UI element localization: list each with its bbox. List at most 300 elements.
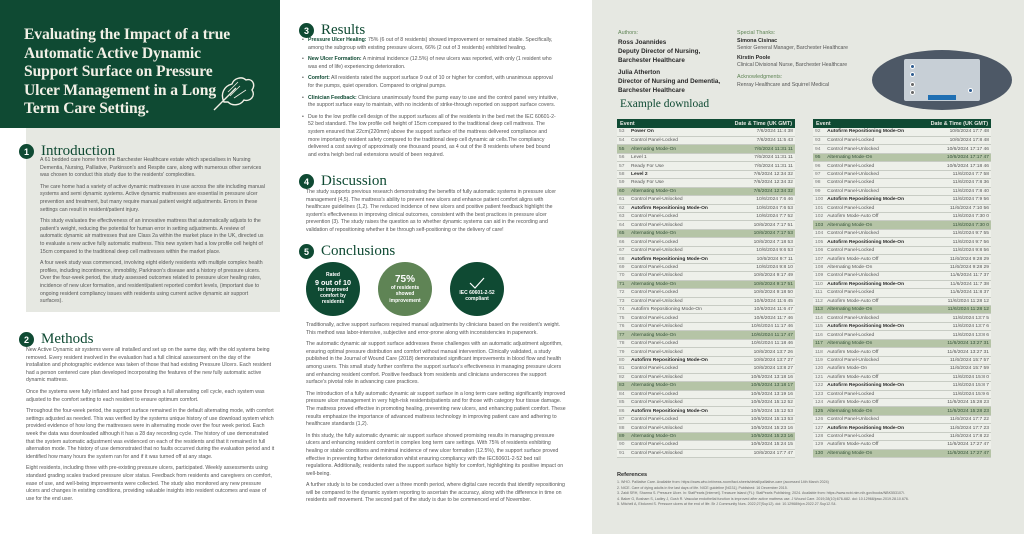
table-row — [617, 238, 795, 246]
table-row — [813, 356, 991, 364]
row-number: 95 — [813, 153, 825, 161]
row-number: 97 — [813, 170, 825, 178]
event-cell: Autofirm Mode-Auto Off — [825, 213, 918, 221]
table-row — [813, 280, 991, 288]
row-number: 90 — [617, 441, 629, 449]
event-cell: Control Panel-Locked — [629, 136, 722, 144]
event-cell: Ready For Use — [629, 162, 722, 170]
table-row — [617, 348, 795, 356]
poster-title: Evaluating the Impact of a true Automatic Active Dynamic Support Surface on Pressure Ulcer Management in a Long Term Care Setting. — [24, 26, 231, 117]
table-row — [617, 272, 795, 280]
table-row — [813, 373, 991, 381]
result-item — [302, 75, 560, 90]
row-number: 91 — [617, 449, 629, 457]
result-text: Clinicians unanimously found the pump easy to use and the control panel very intuitive, the support surface easy to maintain, with no incidents of strike-through reported on support surface covers. — [308, 94, 559, 109]
paragraph: New Active Dynamic air systems were all installed and set up on the same day, with the old systems being removed. Every resident involved in the evaluation had a full clinical assessment on the day of the installation and photographic evidence was taken of those that had existing Pressure Ulcers. Each resident had a person centered care plan developed incorporating the features of the new fully automatic active dynamic mattress. — [26, 347, 272, 384]
table-row — [813, 263, 991, 271]
event-cell: Autofirm Repositioning Mode-On — [629, 306, 722, 314]
table-row — [617, 415, 795, 423]
author-org: Barchester Healthcare — [618, 87, 685, 94]
event-cell: Level 1 — [629, 153, 722, 161]
row-number: 93 — [813, 136, 825, 144]
event-cell: Alternating Mode-On — [825, 449, 918, 457]
paragraph: A four week study was commenced, involving eight elderly residents with multiple complex health profiles, including incontinence, immobility, Parkinson's disease and a history of pressure ulcers. Over the four-week period, the study assessed outcomes related to pressure ulcer healing rates, incidence of new ulcer formation, and resident/patient reported comfort levels, (important due to ongoing resident compliancy issues with residents using current active dynamic air support surfaces). — [40, 260, 263, 305]
table-row — [813, 221, 991, 229]
table-row — [813, 407, 991, 415]
table-row — [813, 289, 991, 297]
result-text: Due to the low profile cell design of the support surfaces all of the residents in the bed met the IEC 60601-2-52 bed standard. The low profile cell height of 15cm compared to the traditional deep cell mattress. The system ensured that 22cm(220mm) above the support surface of the mattress delivered compliance and more importantly resident safety compared to the traditional deep cell dynamic air cells.The compliancy delivered a cost saving of approximatly one thousand pound, as 4 out of the 8 residents where bed bound and extra heigh bed rail extensions would of been required. — [308, 113, 556, 158]
row-number: 112 — [813, 297, 825, 305]
event-cell: Control Panel-Unlocked — [629, 373, 722, 381]
row-number: 53 — [617, 128, 629, 136]
table-row — [617, 399, 795, 407]
section-title: Introduction — [41, 143, 116, 159]
row-number: 130 — [815, 450, 824, 456]
row-number: 80 — [617, 356, 629, 364]
table-row — [617, 322, 795, 330]
paragraph: Throughout the four-week period, the support surface remained in the default alternating mode, with comfort settings adjusted as needed. This was verified by the systems unique history of use download system which provided evidence of how long the mattresses were in alternating mode over the four week period. Each week the data was downloaded although it has a 28 day recording cycle. The history of use demonstrated that the system automatic adjustment was evidenced on each of the residents and that it remained in full alternation mode. The history of use demonstrated that no faults occurred during the evaluation period and it identified how many hours the system ran for and if it was turned off at any stage. — [26, 408, 275, 460]
thanks-name: Simona Cisinac — [737, 38, 778, 44]
event-cell: Alternating Mode-On — [825, 221, 918, 229]
row-number: 124 — [815, 400, 824, 406]
row-number: 115 — [813, 322, 825, 330]
datetime-cell: 11/6/2024 11:7 38 — [918, 280, 991, 288]
table-row — [617, 221, 795, 229]
event-cell: Control Panel-Unlocked — [629, 322, 722, 330]
table-row — [813, 297, 991, 305]
event-cell: Control Panel-Unlocked — [629, 399, 722, 407]
event-cell: Control Panel-Unlocked — [825, 229, 918, 237]
badge-text: Rated — [326, 272, 340, 279]
device-button-icon — [910, 72, 915, 77]
device-button-icon — [910, 64, 915, 69]
event-cell: Alternating Mode-On — [629, 187, 722, 195]
datetime-cell: 11/6/2024 9:7 56 — [918, 238, 991, 246]
reference-item: 4. Baker G, Bosham S, Ladley J, Gush R. Vascular endothelial function is improved after active mattress use. J Wound Care. 2019;28(10):676-682. doi: 10.12968/jowc.2019.28.10.676. — [617, 496, 909, 501]
result-item — [302, 37, 560, 52]
row-number: 59 — [617, 179, 629, 187]
datetime-cell: 11/6/2024 7:8 36 — [918, 179, 991, 187]
row-number: 98 — [813, 179, 825, 187]
table-row — [813, 449, 991, 457]
discussion-heading — [299, 173, 387, 190]
row-number: 88 — [617, 424, 629, 432]
event-cell: Control Panel-Unlocked — [825, 356, 918, 364]
paragraph: Eight residents, including three with pre-existing pressure ulcers, participated. Weekly assessments using standard grading scales tracked pressure ulcer status. Feedback from residents and caregivers on comfort, ease of use, and well-being improvements were collected. The study also monitored any new pressure ulcers and changes in existing conditions, providing valuable insights into resident outcomes and ease of use for the end user. — [26, 465, 272, 502]
event-cell: Control Panel-Unlocked — [825, 272, 918, 280]
event-cell: Autofirm Mode-Auto Off — [825, 373, 918, 381]
datetime-cell: 11/6/2024 17:7 22 — [918, 415, 991, 423]
event-log-table-left — [617, 119, 795, 458]
device-button-icon — [910, 82, 915, 87]
datetime-cell: 7/6/2024 12:34 32 — [722, 187, 795, 195]
methods-heading — [19, 331, 94, 348]
author-name: Ross Joannides — [618, 39, 667, 46]
improvement-badge — [378, 262, 432, 316]
datetime-cell: 10/6/2024 13:18 17 — [722, 382, 795, 390]
row-number: 62 — [617, 204, 629, 212]
row-number: 105 — [815, 239, 824, 245]
authors-label: Authors: — [618, 30, 639, 36]
thanks-label: Special Thanks: — [737, 30, 776, 36]
datetime-cell: 10/6/2024 7:17 51 — [722, 221, 795, 229]
event-cell: Alternating Mode-On — [629, 145, 722, 153]
event-cell: Autofirm Repositioning Mode-On — [629, 204, 722, 212]
datetime-cell: 11/6/2024 9:28 29 — [918, 255, 991, 263]
references-section — [617, 472, 1017, 508]
table-row — [617, 407, 795, 415]
datetime-cell: 11/6/2024 13:7 6 — [918, 322, 991, 330]
datetime-cell: 10/6/2024 15:12 53 — [722, 407, 795, 415]
row-number: 122 — [815, 383, 824, 389]
references-heading: References — [617, 472, 648, 478]
datetime-cell: 11/6/2024 13:7 5 — [918, 314, 991, 322]
row-number: 57 — [617, 162, 629, 170]
datetime-cell: 7/6/2024 11:5 43 — [722, 136, 795, 144]
paragraph: Once the systems were fully inflated and had gone through a full alternating cell cycle, each system was adjusted to the comfort setting to each resident to ensure optimum comfort. — [26, 388, 265, 403]
table-row — [813, 415, 991, 423]
event-cell: Power On — [629, 128, 722, 136]
table-row — [813, 365, 991, 373]
row-number: 66 — [617, 238, 629, 246]
datetime-cell: 10/6/2024 13:8 27 — [722, 365, 795, 373]
event-cell: Alternating Mode-On — [825, 407, 918, 415]
row-number: 117 — [813, 339, 825, 347]
thanks-block — [737, 38, 877, 88]
section-title: Results — [321, 22, 366, 38]
datetime-cell: 11/6/2024 17:27 47 — [918, 441, 991, 449]
table-row — [813, 390, 991, 398]
datetime-cell: 11/6/2024 15:28 23 — [918, 407, 991, 415]
column-left — [0, 0, 280, 534]
table-row — [813, 306, 991, 314]
event-cell: Control Panel-Locked — [825, 162, 918, 170]
event-cell: Autofirm Repositioning Mode-On — [825, 280, 918, 288]
table-row — [813, 441, 991, 449]
table-row — [813, 196, 991, 204]
event-cell: Control Panel-Unlocked — [629, 221, 722, 229]
event-cell: Alternating Mode-On — [629, 331, 722, 339]
row-number: 113 — [813, 306, 825, 314]
row-number: 109 — [815, 273, 824, 279]
datetime-cell: 7/6/2024 11:4 38 — [722, 128, 795, 136]
datetime-cell: 11/6/2024 7:9 56 — [918, 196, 991, 204]
badge-text: compliant — [465, 296, 489, 302]
table-row — [813, 246, 991, 254]
table-row — [617, 432, 795, 440]
row-number: 67 — [617, 246, 629, 254]
row-number: 65 — [617, 229, 629, 237]
discussion-body — [306, 189, 564, 239]
table-row — [813, 179, 991, 187]
row-number: 106 — [815, 248, 824, 254]
event-cell: Control Panel-Locked — [825, 136, 918, 144]
row-number: 107 — [815, 256, 824, 262]
table-row — [813, 204, 991, 212]
section-number-badge: 3 — [299, 23, 314, 38]
row-number: 85 — [617, 399, 629, 407]
table-row — [813, 424, 991, 432]
column-header-datetime: Date & Time (UK GMT) — [722, 119, 795, 128]
author-name: Julia Atherton — [618, 69, 661, 76]
row-number: 63 — [617, 213, 629, 221]
result-label: New Ulcer Formation: — [308, 56, 362, 63]
reference-item: 3. Zaidi SRH, Sharma S. Pressure Ulcer. In: StatPearls [Internet]. Treasure Island (FL): StatPearls Publishing; 2024. Available from: https://www.ncbi.nlm.nih.gov/books/NBK553107/. — [617, 491, 905, 496]
event-cell: Control Panel-Unlocked — [629, 272, 722, 280]
datetime-cell: 10/6/2024 11:17 47 — [722, 331, 795, 339]
datetime-cell: 10/6/2024 15:12 52 — [722, 399, 795, 407]
row-number: 74 — [617, 306, 629, 314]
event-cell: Autofirm Mode-Auto Off — [825, 441, 918, 449]
table-row — [813, 339, 991, 347]
compliance-badge — [450, 262, 504, 316]
datetime-cell: 11/6/2024 9:7 55 — [918, 229, 991, 237]
datetime-cell: 10/6/2024 17:7 48 — [918, 128, 991, 136]
result-item — [302, 114, 560, 160]
table-row — [617, 204, 795, 212]
datetime-cell: 10/6/2024 13:19 16 — [722, 390, 795, 398]
datetime-cell: 11/6/2024 11:7 37 — [918, 272, 991, 280]
row-number: 102 — [815, 214, 824, 220]
row-number: 101 — [815, 205, 824, 211]
event-cell: Autofirm Repositioning Mode-On — [825, 424, 918, 432]
datetime-cell: 10/6/2024 7:7 52 — [722, 213, 795, 221]
row-number: 104 — [815, 231, 824, 237]
result-label: Pressure Ulcer Healing: — [308, 37, 367, 43]
table-row — [813, 162, 991, 170]
datetime-cell: 10/6/2024 9:8 10 — [722, 263, 795, 271]
datetime-cell: 10/6/2024 9:6 53 — [722, 246, 795, 254]
event-cell: Control Panel-Locked — [629, 314, 722, 322]
section-number-badge: 1 — [19, 144, 34, 159]
row-number: 125 — [815, 408, 824, 414]
result-text: 75% (6 out of 8 residents) showed improvement or remained stable. Specifically, among the subgroup with existing pressure ulcers, 66% (2 out of 3 residents) exhibited healing. — [308, 37, 553, 51]
reference-item: 5. Mitchell A, Ebdunmi S. Pressure ulcers at the end of life. Br J Community Nurs. 2022;27(Sup12). doi: 10.12968/bjcn.2022.27.Sup12.S4. — [617, 502, 837, 507]
datetime-cell: 10/6/2024 17:7 47 — [722, 449, 795, 457]
row-number: 120 — [815, 366, 824, 372]
table-row — [617, 314, 795, 322]
table-row — [813, 145, 991, 153]
row-number: 76 — [617, 322, 629, 330]
result-text: A minimal incidence (12.5%) of new ulcers was reported, with only (1 resident who was end of life) experiencing deterioration. — [308, 56, 552, 70]
row-number: 72 — [617, 289, 629, 297]
badge-value: 9 out of 10 — [315, 277, 351, 287]
section-number-badge: 5 — [299, 244, 314, 259]
table-row — [813, 255, 991, 263]
badge-text: IEC 60601-2-52 — [459, 289, 495, 296]
event-cell: Control Panel-Locked — [629, 289, 722, 297]
acknowledgments-label: Acknowledgments: — [737, 74, 783, 80]
section-number-badge: 2 — [19, 332, 34, 347]
table-row — [617, 449, 795, 457]
row-number: 55 — [617, 145, 629, 153]
badge-text: of residents showed improvement — [389, 284, 421, 304]
event-cell: Autofirm Repositioning Mode-On — [629, 407, 722, 415]
control-panel-device-image — [872, 50, 1012, 110]
row-number: 127 — [815, 425, 824, 431]
author-org: Barchester Healthcare — [618, 57, 685, 64]
table-row — [617, 229, 795, 237]
datetime-cell: 11/6/2024 11:28 12 — [918, 297, 991, 305]
result-item — [302, 56, 560, 71]
paragraph: A 61 bedded care home from the Barchester Healthcare estate which specialises in Nursing Dementia, Nursing, Palliative, Parkinson's and Respite care, along with numerous other services was chosen to conduct this study due to the residents' complexities. — [40, 157, 262, 179]
row-number: 58 — [617, 170, 629, 178]
column-header-datetime: Date & Time (UK GMT) — [918, 119, 991, 128]
event-cell: Control Panel-Unlocked — [825, 145, 918, 153]
event-cell: Control Panel-Locked — [629, 365, 722, 373]
datetime-cell: 7/6/2024 12:34 32 — [722, 179, 795, 187]
datetime-cell: 11/6/2024 11:8 37 — [918, 289, 991, 297]
event-cell: Control Panel-Locked — [629, 390, 722, 398]
table-row — [617, 153, 795, 161]
row-number: 118 — [813, 348, 825, 356]
result-item — [302, 95, 560, 110]
event-cell: Control Panel-Locked — [825, 246, 918, 254]
row-number: 119 — [813, 356, 825, 364]
comfort-rating-badge — [306, 262, 360, 316]
conclusions-body — [306, 322, 566, 509]
table-row — [813, 238, 991, 246]
event-cell: Control Panel-Unlocked — [825, 187, 918, 195]
datetime-cell: 10/6/2024 7:6 46 — [722, 196, 795, 204]
row-number: 64 — [617, 221, 629, 229]
event-cell: Alternating Mode-On — [825, 306, 918, 314]
row-number: 73 — [617, 297, 629, 305]
event-cell: Control Panel-Unlocked — [629, 196, 722, 204]
datetime-cell: 10/6/2024 15:23 16 — [722, 424, 795, 432]
table-row — [617, 424, 795, 432]
event-cell: Control Panel-Locked — [629, 339, 722, 347]
row-number: 108 — [815, 264, 824, 270]
datetime-cell: 10/6/2024 7:18 53 — [722, 238, 795, 246]
table-row — [813, 432, 991, 440]
table-row — [813, 272, 991, 280]
table-row — [617, 365, 795, 373]
table-row — [617, 128, 795, 136]
row-number: 77 — [617, 331, 629, 339]
table-row — [617, 246, 795, 254]
row-number: 70 — [617, 272, 629, 280]
badge-text: for improved comfort by residents — [317, 286, 349, 306]
row-number: 54 — [617, 136, 629, 144]
row-number: 103 — [815, 222, 824, 228]
datetime-cell: 11/6/2024 15:8 0 — [918, 373, 991, 381]
event-cell: Control Panel-Locked — [629, 441, 722, 449]
event-cell: Alternating Mode-On — [629, 382, 722, 390]
row-number: 121 — [815, 374, 824, 380]
event-cell: Control Panel-Locked — [825, 390, 918, 398]
row-number: 129 — [815, 442, 824, 448]
table-row — [617, 213, 795, 221]
row-number: 92 — [813, 128, 825, 136]
acknowledgments-text: Renray Healthcare and Squirrel Medical — [737, 82, 829, 88]
row-number: 61 — [617, 196, 629, 204]
datetime-cell: 10/6/2024 11:18 46 — [722, 339, 795, 347]
table-row — [617, 170, 795, 178]
author-role: Deputy Director of Nursing, — [618, 48, 701, 55]
paragraph: A further study is to be conducted over a three month period, where digital care records that identify repositioning will be compared to the dynamic system reporting to ascertain the accuracy, along with the difference in time on residents self movement. The second part of the study is due to be commenced end of November. — [306, 482, 565, 504]
table-row — [617, 187, 795, 195]
table-row — [813, 128, 991, 136]
table-row — [617, 373, 795, 381]
datetime-cell: 7/6/2024 11:31 11 — [722, 162, 795, 170]
row-number: 82 — [617, 373, 629, 381]
conclusions-heading — [299, 243, 395, 260]
table-row — [617, 306, 795, 314]
table-row — [813, 229, 991, 237]
row-number: 94 — [813, 145, 825, 153]
event-cell: Autofirm Mode-Auto Off — [825, 297, 918, 305]
datetime-cell: 11/6/2024 17:8 22 — [918, 432, 991, 440]
datetime-cell: 11/6/2024 7:30 0 — [918, 221, 991, 229]
table-row — [617, 196, 795, 204]
table-row — [617, 263, 795, 271]
section-title: Methods — [41, 331, 94, 347]
references-list — [617, 480, 1017, 508]
row-number: 79 — [617, 348, 629, 356]
device-button-icon — [968, 88, 973, 93]
event-cell: Control Panel-Unlocked — [825, 314, 918, 322]
table-row — [617, 145, 795, 153]
row-number: 128 — [815, 434, 824, 440]
datetime-cell: 11/6/2024 7:7 58 — [918, 170, 991, 178]
row-number: 123 — [815, 391, 824, 397]
event-cell: Control Panel-Unlocked — [629, 297, 722, 305]
event-cell: Control Panel-Unlocked — [629, 424, 722, 432]
datetime-cell: 10/6/2024 9:17 51 — [722, 280, 795, 288]
event-cell: Level 2 — [629, 170, 722, 178]
table-row — [617, 339, 795, 347]
datetime-cell: 11/6/2024 9:8 56 — [918, 246, 991, 254]
row-number: 114 — [813, 314, 825, 322]
event-cell: Control Panel-Locked — [629, 213, 722, 221]
event-cell: Control Panel-Unlocked — [629, 246, 722, 254]
datetime-cell: 10/6/2024 15:23 16 — [722, 432, 795, 440]
table-row — [617, 136, 795, 144]
thanks-role: Senior General Manager, Barchester Healthcare — [737, 45, 849, 51]
methods-body — [26, 347, 276, 507]
event-cell: Alternating Mode-On — [629, 229, 722, 237]
datetime-cell: 10/6/2024 7:6 53 — [722, 204, 795, 212]
reference-item: 2. NICE. Care of dying adults in the last days of life. NICE guideline [NG31]. Published: 16 December 2015. — [617, 485, 788, 490]
event-cell: Control Panel-Locked — [825, 204, 918, 212]
datetime-cell: 10/6/2024 13:7 26 — [722, 348, 795, 356]
row-number: 68 — [617, 255, 629, 263]
table-header-row — [813, 119, 991, 128]
badge-value: 75% — [394, 273, 415, 285]
datetime-cell: 10/6/2024 15:24 15 — [722, 441, 795, 449]
device-status-bar — [928, 95, 956, 100]
datetime-cell: 10/6/2024 13:18 16 — [722, 373, 795, 381]
row-number: 78 — [617, 339, 629, 347]
row-number: 126 — [815, 417, 824, 423]
event-cell: Alternating Mode-On — [825, 339, 918, 347]
event-cell: Control Panel-Unlocked — [629, 348, 722, 356]
event-cell: Autofirm Repositioning Mode-On — [825, 128, 918, 136]
event-cell: Alternating Mode-On — [825, 153, 918, 161]
datetime-cell: 10/6/2024 11:7 46 — [722, 314, 795, 322]
row-number: 111 — [813, 289, 825, 297]
result-label: Clinician Feedback: — [308, 94, 357, 101]
table-row — [813, 348, 991, 356]
event-cell: Ready For Use — [629, 179, 722, 187]
event-cell: Control Panel-Locked — [825, 432, 918, 440]
datetime-cell: 11/6/2024 9:28 29 — [918, 263, 991, 271]
table-row — [617, 255, 795, 263]
section-number-badge: 4 — [299, 174, 314, 189]
table-row — [617, 441, 795, 449]
row-number: 100 — [815, 197, 824, 203]
